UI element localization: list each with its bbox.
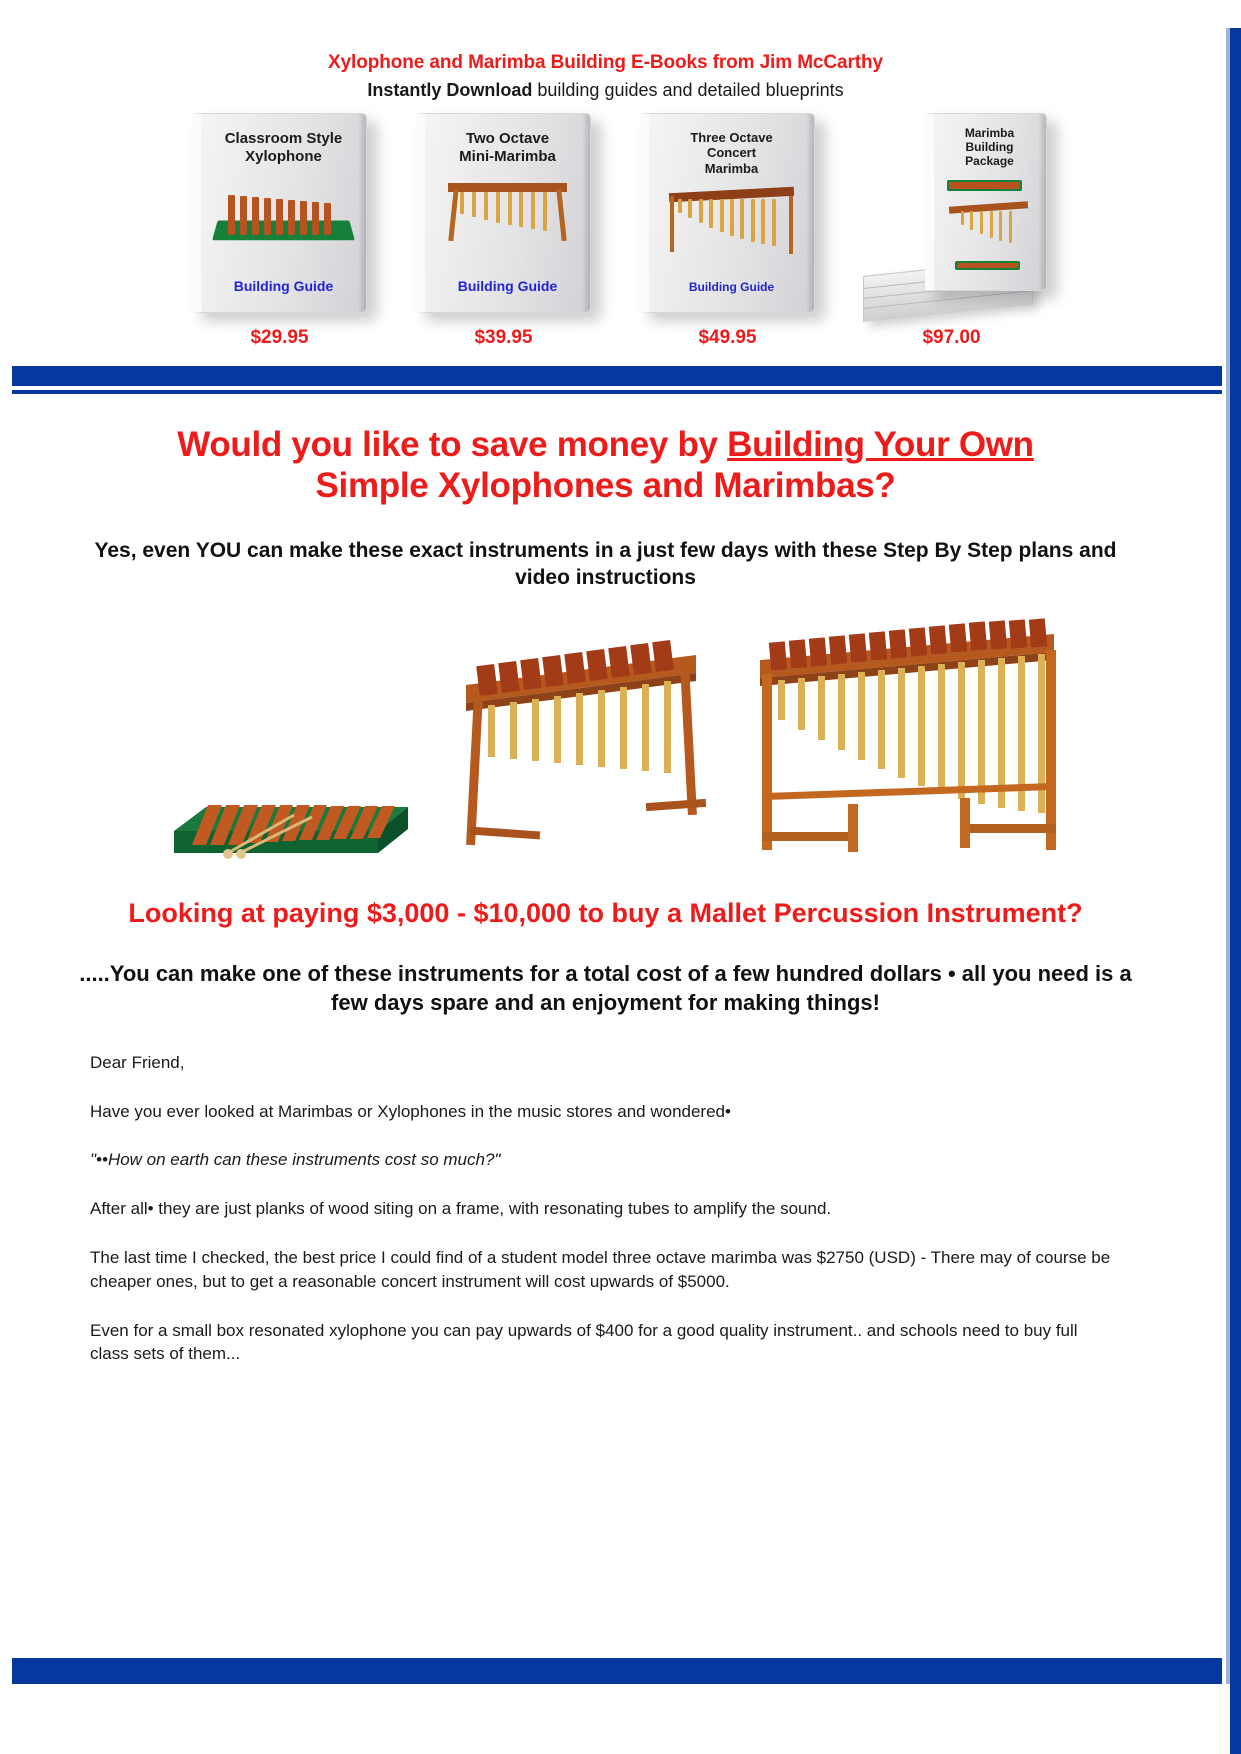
page-headline xyxy=(0,424,1211,507)
cover-title-line-2: Mini-Marimba xyxy=(459,147,556,165)
letter-quote: "••How on earth can these instruments cost so much?" xyxy=(90,1150,501,1170)
ebook-cover-title xyxy=(201,130,366,165)
letter-salutation: Dear Friend, xyxy=(90,1052,185,1072)
ebook-bundle[interactable] xyxy=(857,113,1047,313)
concert-marimba-icon xyxy=(657,186,806,258)
cover-title-line-2: Xylophone xyxy=(245,147,322,165)
ebook-price: $97.00 xyxy=(922,327,981,348)
ebook-price: $29.95 xyxy=(250,327,309,348)
instrument-photo-row xyxy=(0,613,1211,863)
right-rail-shadow xyxy=(1226,28,1230,1684)
value-proposition-subhead: .....You can make one of these instruments for a total cost of a few hundred dollars • all you need is a few days spare and an enjoyment for making things! xyxy=(79,960,1132,1015)
ebook-price: $49.95 xyxy=(698,327,757,348)
sales-letter xyxy=(0,424,1211,1391)
ebook-cover-footer: Building Guide xyxy=(688,280,775,294)
ebook-cover[interactable] xyxy=(640,113,815,313)
ebook-card-classroom-xylophone[interactable] xyxy=(174,113,386,349)
letter-paragraph-1: Have you ever looked at Marimbas or Xylophones in the music stores and wondered• xyxy=(90,1101,731,1121)
right-blue-rail xyxy=(1230,28,1241,1754)
headline-underlined: Building Your Own xyxy=(727,425,1034,464)
ebook-cover-title xyxy=(934,126,1046,168)
ebook-cover-footer: Building Guide xyxy=(233,278,334,294)
ebook-cover-title xyxy=(425,130,590,165)
promo-title: Xylophone and Marimba Building E-Books from Jim McCarthy xyxy=(328,52,883,73)
cover-title-line-2: Building xyxy=(965,140,1014,155)
ebook-cover[interactable] xyxy=(925,113,1047,291)
ebook-card-marimba-building-package[interactable] xyxy=(846,113,1058,349)
top-blue-hairline xyxy=(12,390,1222,394)
cover-title-line-3: Marimba xyxy=(704,160,759,176)
promo-subtitle-bold: Instantly Download xyxy=(367,80,533,100)
promo-subtitle-rest: building guides and detailed blueprints xyxy=(532,80,844,100)
letter-paragraph-3: The last time I checked, the best price I could find of a student model three octave marimba was $2750 (USD) - There may of course be cheaper ones, but to get a reasonable concert instrument will cost upwards of $5000. xyxy=(90,1247,1111,1291)
cover-title-line-2: Concert xyxy=(706,145,757,161)
ebook-cover-footer: Building Guide xyxy=(457,278,558,294)
three-octave-concert-marimba-photo xyxy=(746,618,1066,863)
cover-title-line-1: Marimba xyxy=(964,126,1015,140)
headline-part-2: Simple Xylophones and Marimbas? xyxy=(315,466,896,506)
xylophone-box-icon xyxy=(209,175,358,247)
two-octave-mini-marimba-photo xyxy=(456,633,706,863)
mini-marimba-icon xyxy=(433,175,582,247)
ebook-price: $39.95 xyxy=(474,327,533,348)
bottom-blue-divider xyxy=(12,1658,1222,1684)
headline-part-1: Would you like to save money by xyxy=(177,425,728,464)
price-objection-headline: Looking at paying $3,000 - $10,000 to buy a Mallet Percussion Instrument? xyxy=(128,898,1083,929)
ebook-promo-header xyxy=(0,52,1211,349)
ebook-cover-row xyxy=(0,113,1211,349)
letter-body xyxy=(0,1051,1211,1366)
ebook-cover[interactable] xyxy=(416,113,591,313)
page-subheadline: Yes, even YOU can make these exact instruments in a just few days with these Step By Step plans and video instructions xyxy=(94,538,1117,589)
cover-title-line-3: Package xyxy=(965,154,1014,169)
promo-subtitle xyxy=(0,80,1211,101)
classroom-xylophone-photo xyxy=(166,753,416,863)
marimba-package-icon xyxy=(942,178,1038,274)
ebook-card-three-octave-concert-marimba[interactable] xyxy=(622,113,834,349)
cover-title-line-1: Classroom Style xyxy=(224,130,343,147)
top-blue-divider xyxy=(12,366,1222,386)
ebook-cover[interactable] xyxy=(192,113,367,313)
letter-paragraph-4: Even for a small box resonated xylophone you can pay upwards of $400 for a good quality instrument.. and schools need to buy full class sets of them... xyxy=(90,1320,1078,1364)
cover-title-line-1: Three Octave xyxy=(690,130,773,145)
ebook-cover-title xyxy=(649,130,814,176)
cover-title-line-1: Two Octave xyxy=(465,130,550,147)
letter-paragraph-2: After all• they are just planks of wood siting on a frame, with resonating tubes to amplify the sound. xyxy=(90,1199,832,1219)
ebook-card-two-octave-mini-marimba[interactable] xyxy=(398,113,610,349)
